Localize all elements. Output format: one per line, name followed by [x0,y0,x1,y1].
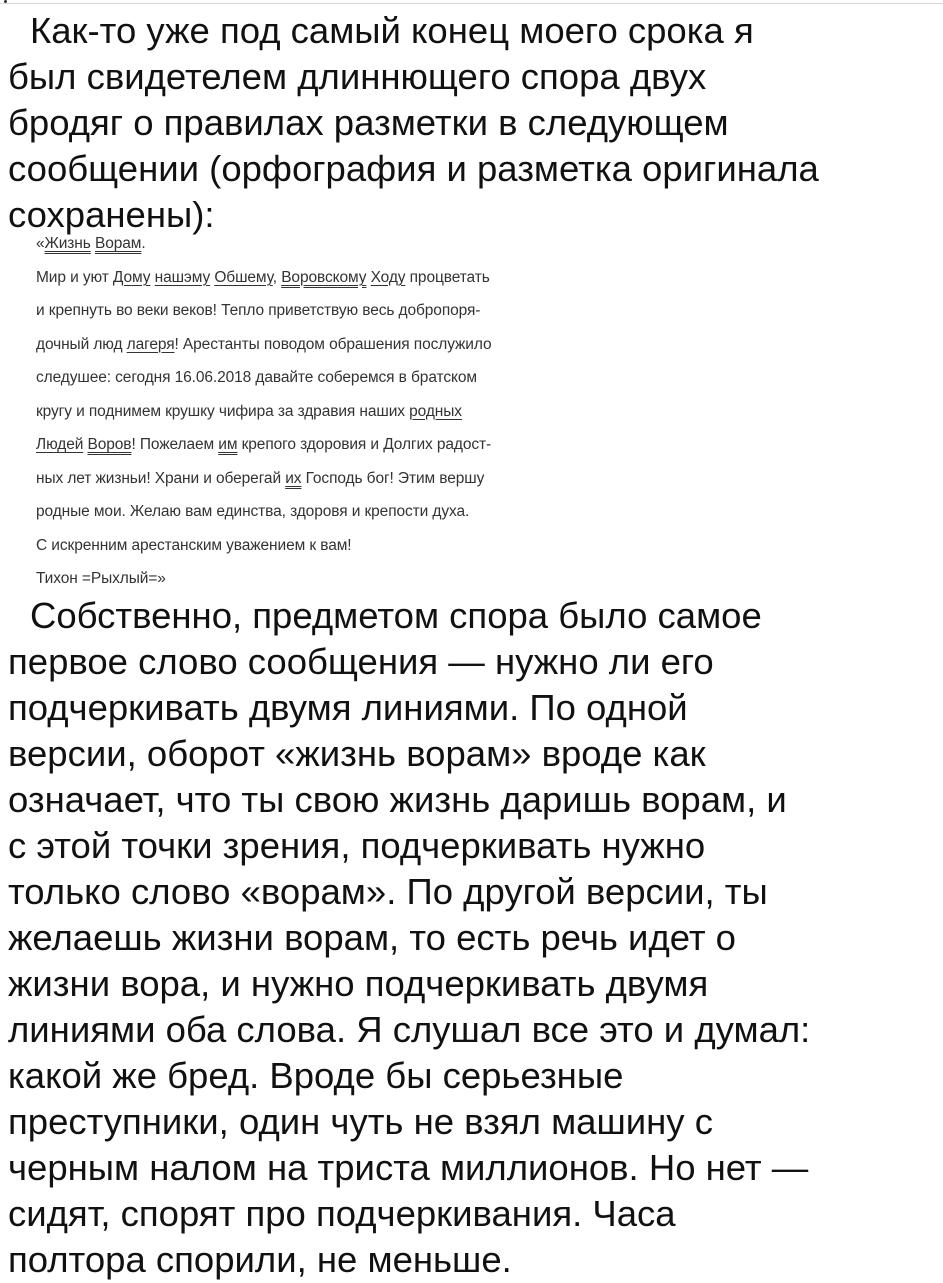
double-underlined-word: Жизнь [44,235,91,252]
letter-text: родные мои. Желаю вам единства, здоровя и крепости духа. [36,503,470,520]
discussion-paragraph: Собственно, предметом спора было самое первое слово сообщения — нужно ли его подчеркивать двумя линиями. По одной версии, оборот «жизнь ворам» вроде как означает, что ты свою жизнь даришь ворам, и с этой точки зрения, подчеркивать нужно только слово «ворам». По другой версии, ты желаешь жизни ворам, то есть речь идет о жизни вора, и нужно подчеркивать двумя линиями оба слова. Я слушал все это и думал: какой же бред. Вроде бы серьезные преступники, один чуть не взял машину с черным налом на триста миллионов. Но нет — сидят, спорят про подчеркивания. Часа полтора спорили, не меньше. [8,595,811,1280]
top-marker-dot [4,0,7,3]
double-underlined-word: Воров [87,436,132,453]
double-underlined-word: Воровскому [281,268,367,286]
letter-text: ! Пожелаем [131,436,219,453]
top-divider [0,3,943,4]
letter-line [36,400,686,434]
letter-line [36,333,686,367]
letter-text: крепого здоровия и Долгих радост- [237,436,492,453]
letter-line [36,366,686,400]
underlined-word: Ходу [370,268,406,286]
letter-line [36,266,686,300]
underlined-word: родных [409,402,462,420]
underlined-word: лагеря [126,335,175,353]
underlined-word: Обшему [214,268,273,286]
quoted-letter-image [36,232,686,601]
double-underlined-word: им [218,436,238,453]
letter-text: следушее: сегодня 16.06.2018 давайте соберемся в братском [36,369,477,386]
double-underlined-word: их [285,469,302,487]
letter-text: Тихон =Рыхлый=» [36,570,166,587]
letter-line [36,232,686,266]
underlined-word: Дому [112,268,151,286]
underlined-word: нашэму [154,268,211,286]
letter-text: дочный люд [36,335,127,353]
letter-text: ! Арестанты поводом обрашения послужило [174,335,492,353]
letter-line [36,534,686,568]
letter-text: . [141,235,146,252]
letter-line [36,467,686,501]
letter-text: Мир и уют [36,268,113,286]
intro-paragraph: Как-то уже под самый конец моего срока я был свидетелем длиннющего спора двух бродяг о правилах разметки в следующем сообщении (орфография и разметка оригинала сохранены): [8,10,819,235]
letter-text: ных лет жизньи! Храни и оберегай [36,469,286,487]
letter-line [36,299,686,333]
letter-text: , [272,268,282,286]
letter-text: процветать [405,268,490,286]
letter-text: С искренним арестанским уважением к вам! [36,536,352,554]
letter-text: и крепнуть во веки веков! Тепло приветствую весь добропоря- [36,302,481,319]
letter-text: Господь бог! Этим вершу [301,469,485,487]
letter-text: « [36,235,45,252]
letter-line [36,433,686,467]
underlined-word: Людей [36,436,84,453]
double-underlined-word: Ворам [94,235,142,252]
letter-text: кругу и поднимем крушку чифира за здравия наших [36,402,410,420]
letter-line [36,500,686,534]
